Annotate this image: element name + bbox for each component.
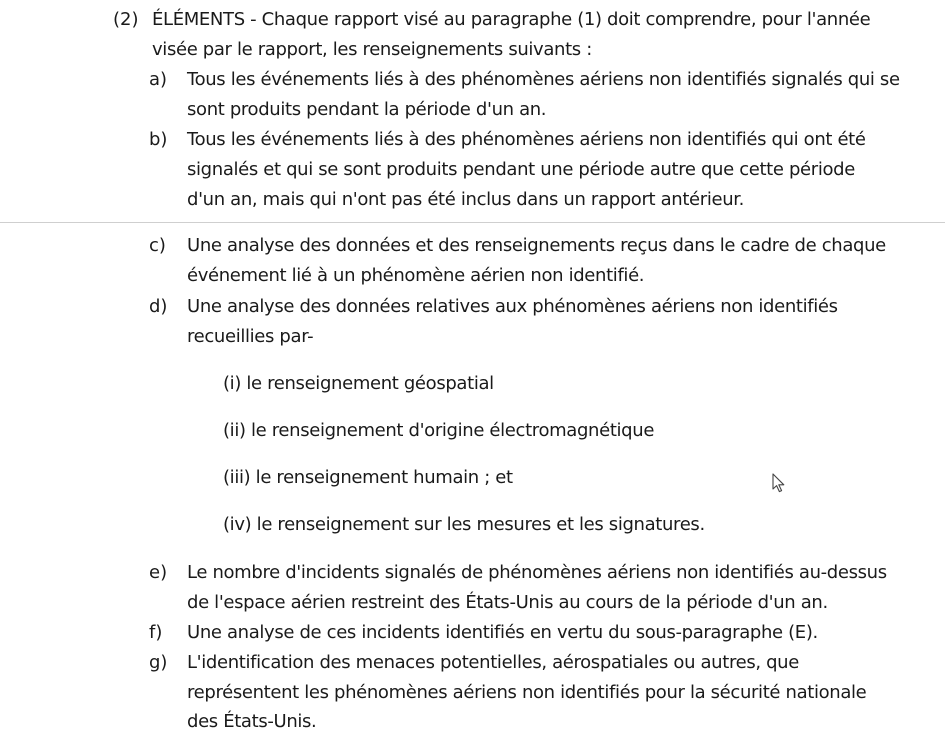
section-text-line: ÉLÉMENTS - Chaque rapport visé au paragraphe (1) doit comprendre, pour l'année xyxy=(152,9,871,30)
item-marker-e: e) xyxy=(149,562,168,583)
item-g-text-line: L'identification des menaces potentielles, aérospatiales ou autres, que xyxy=(187,652,799,673)
item-marker-a: a) xyxy=(149,69,168,90)
item-f-text-line: Une analyse de ces incidents identifiés en vertu du sous-paragraphe (E). xyxy=(187,622,818,643)
item-d-text-line: recueillies par- xyxy=(187,326,314,347)
item-marker-b: b) xyxy=(149,129,168,150)
item-b-text-line: Tous les événements liés à des phénomènes aériens non identifiés qui ont été xyxy=(187,129,866,150)
item-b-text-line: d'un an, mais qui n'ont pas été inclus dans un rapport antérieur. xyxy=(187,189,745,210)
item-d-text-line: Une analyse des données relatives aux phénomènes aériens non identifiés xyxy=(187,296,838,317)
item-marker-c: c) xyxy=(149,235,166,256)
item-c-text-line: événement lié à un phénomène aérien non identifié. xyxy=(187,265,645,286)
item-e-text-line: de l'espace aérien restreint des États-Unis au cours de la période d'un an. xyxy=(187,592,828,613)
item-marker-d: d) xyxy=(149,296,168,317)
subitem-electromagnetic: (ii) le renseignement d'origine électromagnétique xyxy=(223,420,655,441)
section-marker: (2) xyxy=(113,9,139,30)
item-e-text-line: Le nombre d'incidents signalés de phénomènes aériens non identifiés au-dessus xyxy=(187,562,887,583)
item-marker-g: g) xyxy=(149,652,168,673)
subitem-human: (iii) le renseignement humain ; et xyxy=(223,467,513,488)
item-marker-f: f) xyxy=(149,622,163,643)
subitem-measures-signatures: (iv) le renseignement sur les mesures et les signatures. xyxy=(223,514,705,535)
section-text-line: visée par le rapport, les renseignements suivants : xyxy=(152,39,592,60)
mouse-pointer-icon xyxy=(772,473,786,493)
page-break-divider xyxy=(0,222,945,223)
item-g-text-line: représentent les phénomènes aériens non identifiés pour la sécurité nationale xyxy=(187,682,867,703)
item-a-text-line: sont produits pendant la période d'un an. xyxy=(187,99,547,120)
item-g-text-line: des États-Unis. xyxy=(187,711,317,732)
item-c-text-line: Une analyse des données et des renseignements reçus dans le cadre de chaque xyxy=(187,235,886,256)
subitem-geospatial: (i) le renseignement géospatial xyxy=(223,373,494,394)
item-a-text-line: Tous les événements liés à des phénomènes aériens non identifiés signalés qui se xyxy=(187,69,900,90)
item-b-text-line: signalés et qui se sont produits pendant une période autre que cette période xyxy=(187,159,855,180)
